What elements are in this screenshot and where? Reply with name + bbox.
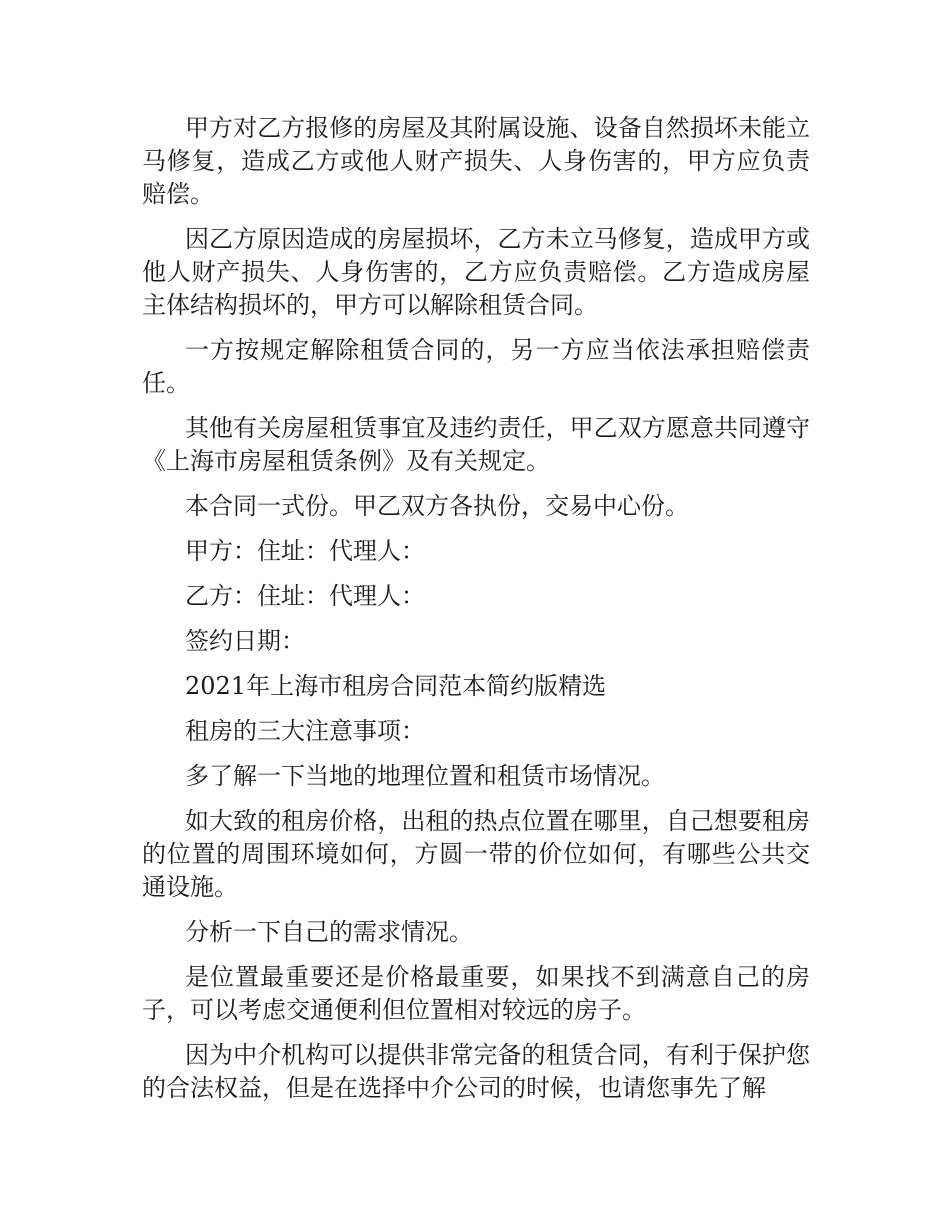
paragraph-other-matters: 其他有关房屋租赁事宜及违约责任，甲乙双方愿意共同遵守《上海市房屋租赁条例》及有关规定。 (142, 414, 810, 475)
paragraph-template-title: 2021年上海市租房合同范本简约版精选 (185, 672, 607, 700)
paragraph-note-market: 多了解一下当地的地理位置和租赁市场情况。 (185, 762, 665, 790)
paragraph-landlord-repair-liability: 甲方对乙方报修的房屋及其附属设施、设备自然损坏未能立马修复，造成乙方或他人财产损失、人身伤害的，甲方应负责赔偿。 (142, 114, 810, 208)
paragraph-party-a: 甲方：住址：代理人： (185, 537, 425, 565)
paragraph-note-needs: 分析一下自己的需求情况。 (185, 918, 473, 946)
paragraph-note-agency: 因为中介机构可以提供非常完备的租赁合同，有利于保护您的合法权益，但是在选择中介公司的时候，也请您事先了解 (142, 1041, 810, 1102)
paragraph-note-market-detail: 如大致的租房价格，出租的热点位置在哪里，自己想要租房的位置的周围环境如何，方圆一带的价位如何，有哪些公共交通设施。 (142, 807, 810, 901)
paragraph-notes-heading: 租房的三大注意事项： (185, 717, 425, 745)
paragraph-copies: 本合同一式份。甲乙双方各执份，交易中心份。 (185, 492, 689, 520)
paragraph-party-b: 乙方：住址：代理人： (185, 582, 425, 610)
paragraph-signing-date: 签约日期： (185, 627, 305, 655)
paragraph-termination-compensation: 一方按规定解除租赁合同的，另一方应当依法承担赔偿责任。 (142, 336, 810, 397)
paragraph-tenant-damage-liability: 因乙方原因造成的房屋损坏，乙方未立马修复，造成甲方或他人财产损失、人身伤害的，乙方应负责赔偿。乙方造成房屋主体结构损坏的，甲方可以解除租赁合同。 (142, 225, 810, 319)
document-body (142, 112, 810, 1117)
paragraph-note-needs-detail: 是位置最重要还是价格最重要，如果找不到满意自己的房子，可以考虑交通便利但位置相对较远的房子。 (142, 963, 810, 1024)
